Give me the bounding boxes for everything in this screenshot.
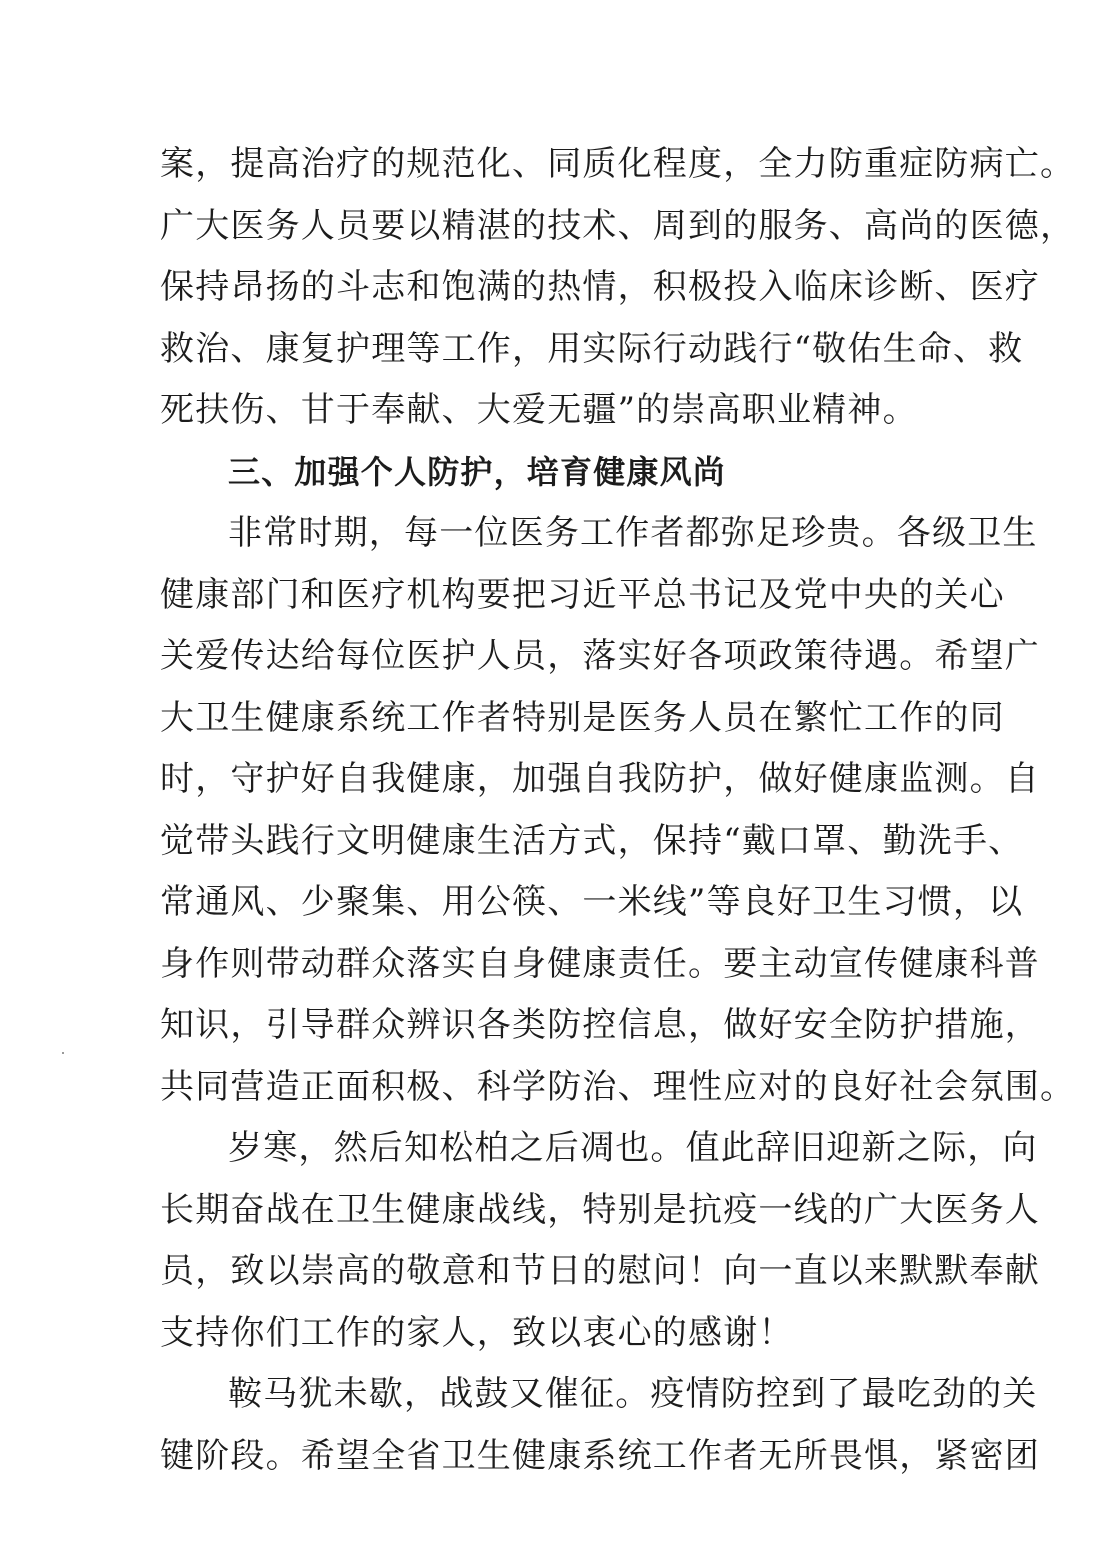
text-line: 岁寒，然后知松柏之后凋也。值此辞旧迎新之际，向 [228,1128,1038,1168]
text-line: 案，提高治疗的规范化、同质化程度，全力防重症防病亡。 [160,144,1076,184]
text-line: 长期奋战在卫生健康战线，特别是抗疫一线的广大医务人 [160,1189,1040,1230]
text-line: 救治、康复护理等工作，用实际行动践行“敬佑生命、救 [160,328,1024,369]
text-line: 保持昂扬的斗志和饱满的热情，积极投入临床诊断、医疗 [160,267,1040,307]
text-line: 时，守护好自我健康，加强自我防护，做好健康监测。自 [160,759,1040,799]
text-line: 健康部门和医疗机构要把习近平总书记及党中央的关心 [160,574,1005,615]
scan-speck [62,1052,64,1054]
text-line: 支持你们工作的家人，致以衷心的感谢！ [160,1312,794,1353]
text-line: 广大医务人员要以精湛的技术、周到的服务、高尚的医德， [160,205,1076,246]
section-heading: 三、加强个人防护，培育健康风尚 [228,452,727,491]
text-line: 死扶伤、甘于奉献、大爱无疆”的崇高职业精神。 [160,390,918,430]
text-line: 觉带头践行文明健康生活方式，保持“戴口罩、勤洗手、 [160,820,1024,861]
text-line: 身作则带动群众落实自身健康责任。要主动宣传健康科普 [160,943,1040,984]
text-line: 非常时期，每一位医务工作者都弥足珍贵。各级卫生 [228,513,1038,553]
text-line: 关爱传达给每位医护人员，落实好各项政策待遇。希望广 [160,636,1040,676]
text-line: 知识，引导群众辨识各类防控信息，做好安全防护措施， [160,1005,1040,1045]
text-line: 键阶段。希望全省卫生健康系统工作者无所畏惧，紧密团 [160,1435,1040,1476]
text-line: 常通风、少聚集、用公筷、一米线”等良好卫生习惯，以 [160,882,1024,922]
text-line: 大卫生健康系统工作者特别是医务人员在繁忙工作的同 [160,697,1005,738]
document-body [160,134,1076,1487]
text-line: 共同营造正面积极、科学防治、理性应对的良好社会氛围。 [160,1066,1076,1107]
text-line: 鞍马犹未歇，战鼓又催征。疫情防控到了最吃劲的关 [228,1374,1038,1414]
text-line: 员，致以崇高的敬意和节日的慰问！向一直以来默默奉献 [160,1251,1040,1291]
